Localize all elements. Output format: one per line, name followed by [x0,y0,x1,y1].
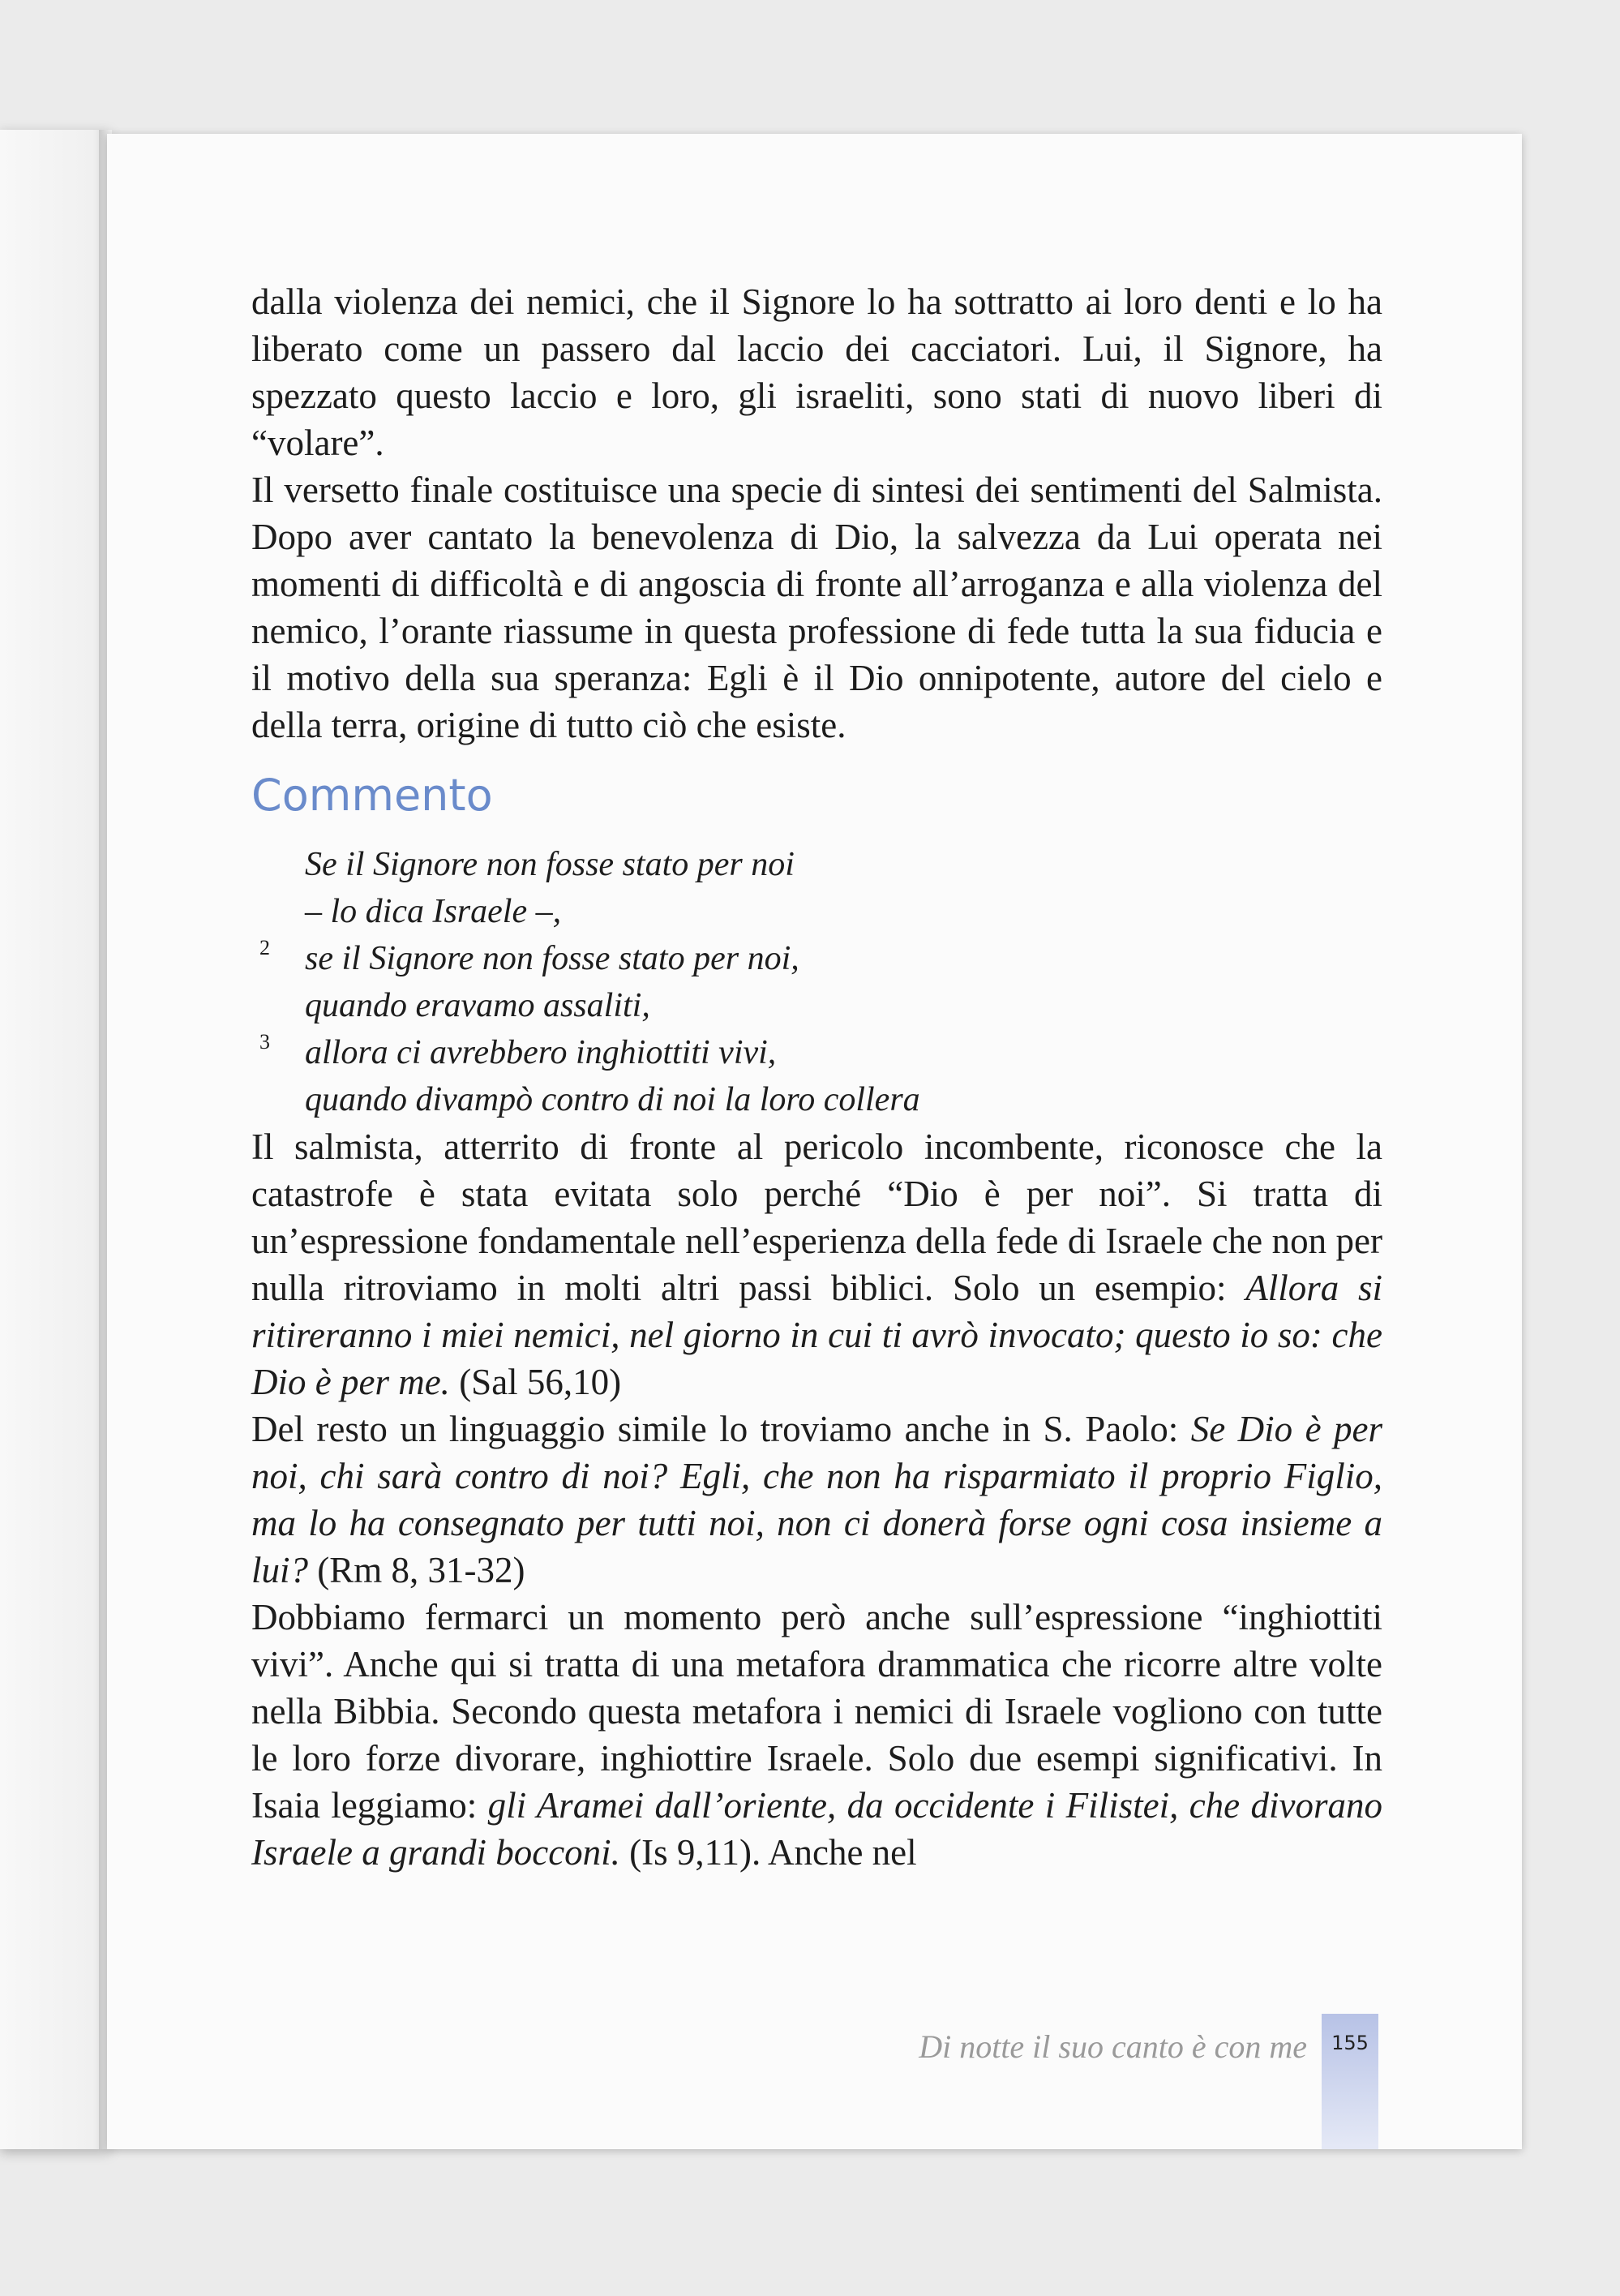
paragraph-text: Del resto un linguaggio simile lo troviamo anche in S. Paolo: [251,1409,1191,1449]
scripture-quote: Se Dio è per noi, chi sarà contro di noi? Egli, che non ha risparmiato il proprio Figlio, ma lo ha consegnato per tutti noi, non ci donerà forse ogni cosa insieme a lui? [251,1409,1383,1590]
paragraph-text: Dobbiamo fermarci un momento però anche sull’espressione “inghiottiti vivi”. Anche qui si tratta di una metafora drammatica che ricorre altre volte nella Bibbia. Secondo questa metafora i nemici di Israele vogliono con tutte le loro forze divorare, inghiottire Israele. Solo due esempi significativi. In Isaia leggiamo: [251,1597,1382,1826]
verse-line: quando divampò contro di noi la loro collera [305,1081,920,1118]
page-number: 155 [1331,2032,1369,2054]
paragraph-text: Il salmista, atterrito di fronte al pericolo incombente, riconosce che la catastrofe è stata evitata solo perché “Dio è per noi”. Si tratta di un’espressione fondamentale nell’esperienza della fede di Israele che non per nulla ritroviamo in molti altri passi biblici. Solo un esempio: [251,1127,1382,1308]
paragraph-4 [251,1405,1382,1594]
section-heading: Commento [251,770,493,821]
verse-line: Se il Signore non fosse stato per noi [305,846,795,883]
paragraph-5 [251,1594,1382,1876]
left-page-edge [0,130,109,2149]
paragraph-1: dalla violenza dei nemici, che il Signore lo ha sottratto ai loro denti e lo ha liberato come un passero dal laccio dei cacciatori. Lui, il Signore, ha spezzato questo laccio e loro, gli israeliti, sono stati di nuovo liberi di “volare”. [251,281,1382,463]
verse-line: allora ci avrebbero inghiottiti vivi, [305,1034,777,1071]
paragraph-3 [251,1123,1382,1405]
verse-line: se il Signore non fosse stato per noi, [305,940,799,977]
scripture-reference: (Sal 56,10) [449,1362,622,1402]
running-footer-title: Di notte il suo canto è con me [919,2028,1307,2065]
page-content [251,278,1382,1876]
scripture-reference: (Rm 8, 31-32) [308,1550,525,1590]
scripture-reference: (Is 9,11). Anche nel [619,1832,917,1873]
scripture-quote: Allora si ritireranno i miei nemici, nel giorno in cui ti avrò invocato; questo io so: che Dio è per me. [251,1268,1382,1402]
paragraph-2: Il versetto finale costituisce una specie di sintesi dei sentimenti del Salmista. Dopo aver cantato la benevolenza di Dio, la salvezza da Lui operata nei momenti di difficoltà e di angoscia di fronte all’arroganza e alla violenza del nemico, l’orante riassume in questa professione di fede tutta la sua fiducia e il motivo della sua speranza: Egli è il Dio onnipotente, autore del cielo e della terra, origine di tutto ciò che esiste. [251,470,1382,745]
scripture-quote: gli Aramei dall’oriente, da occidente i Filistei, che divorano Israele a grandi bocconi. [251,1785,1382,1873]
book-page [107,134,1522,2149]
verse-line: – lo dica Israele –, [305,893,562,930]
verse-line: quando eravamo assaliti, [305,987,650,1024]
psalm-verse: Se il Signore non fosse stato per noi – lo dica Israele –, $^2$ se il Signore non fosse stato per noi, quando eravamo assaliti, $^3$ allora ci avrebbero inghiottiti vivi, quando divampò contro di noi la loro collera [259,841,1382,1123]
